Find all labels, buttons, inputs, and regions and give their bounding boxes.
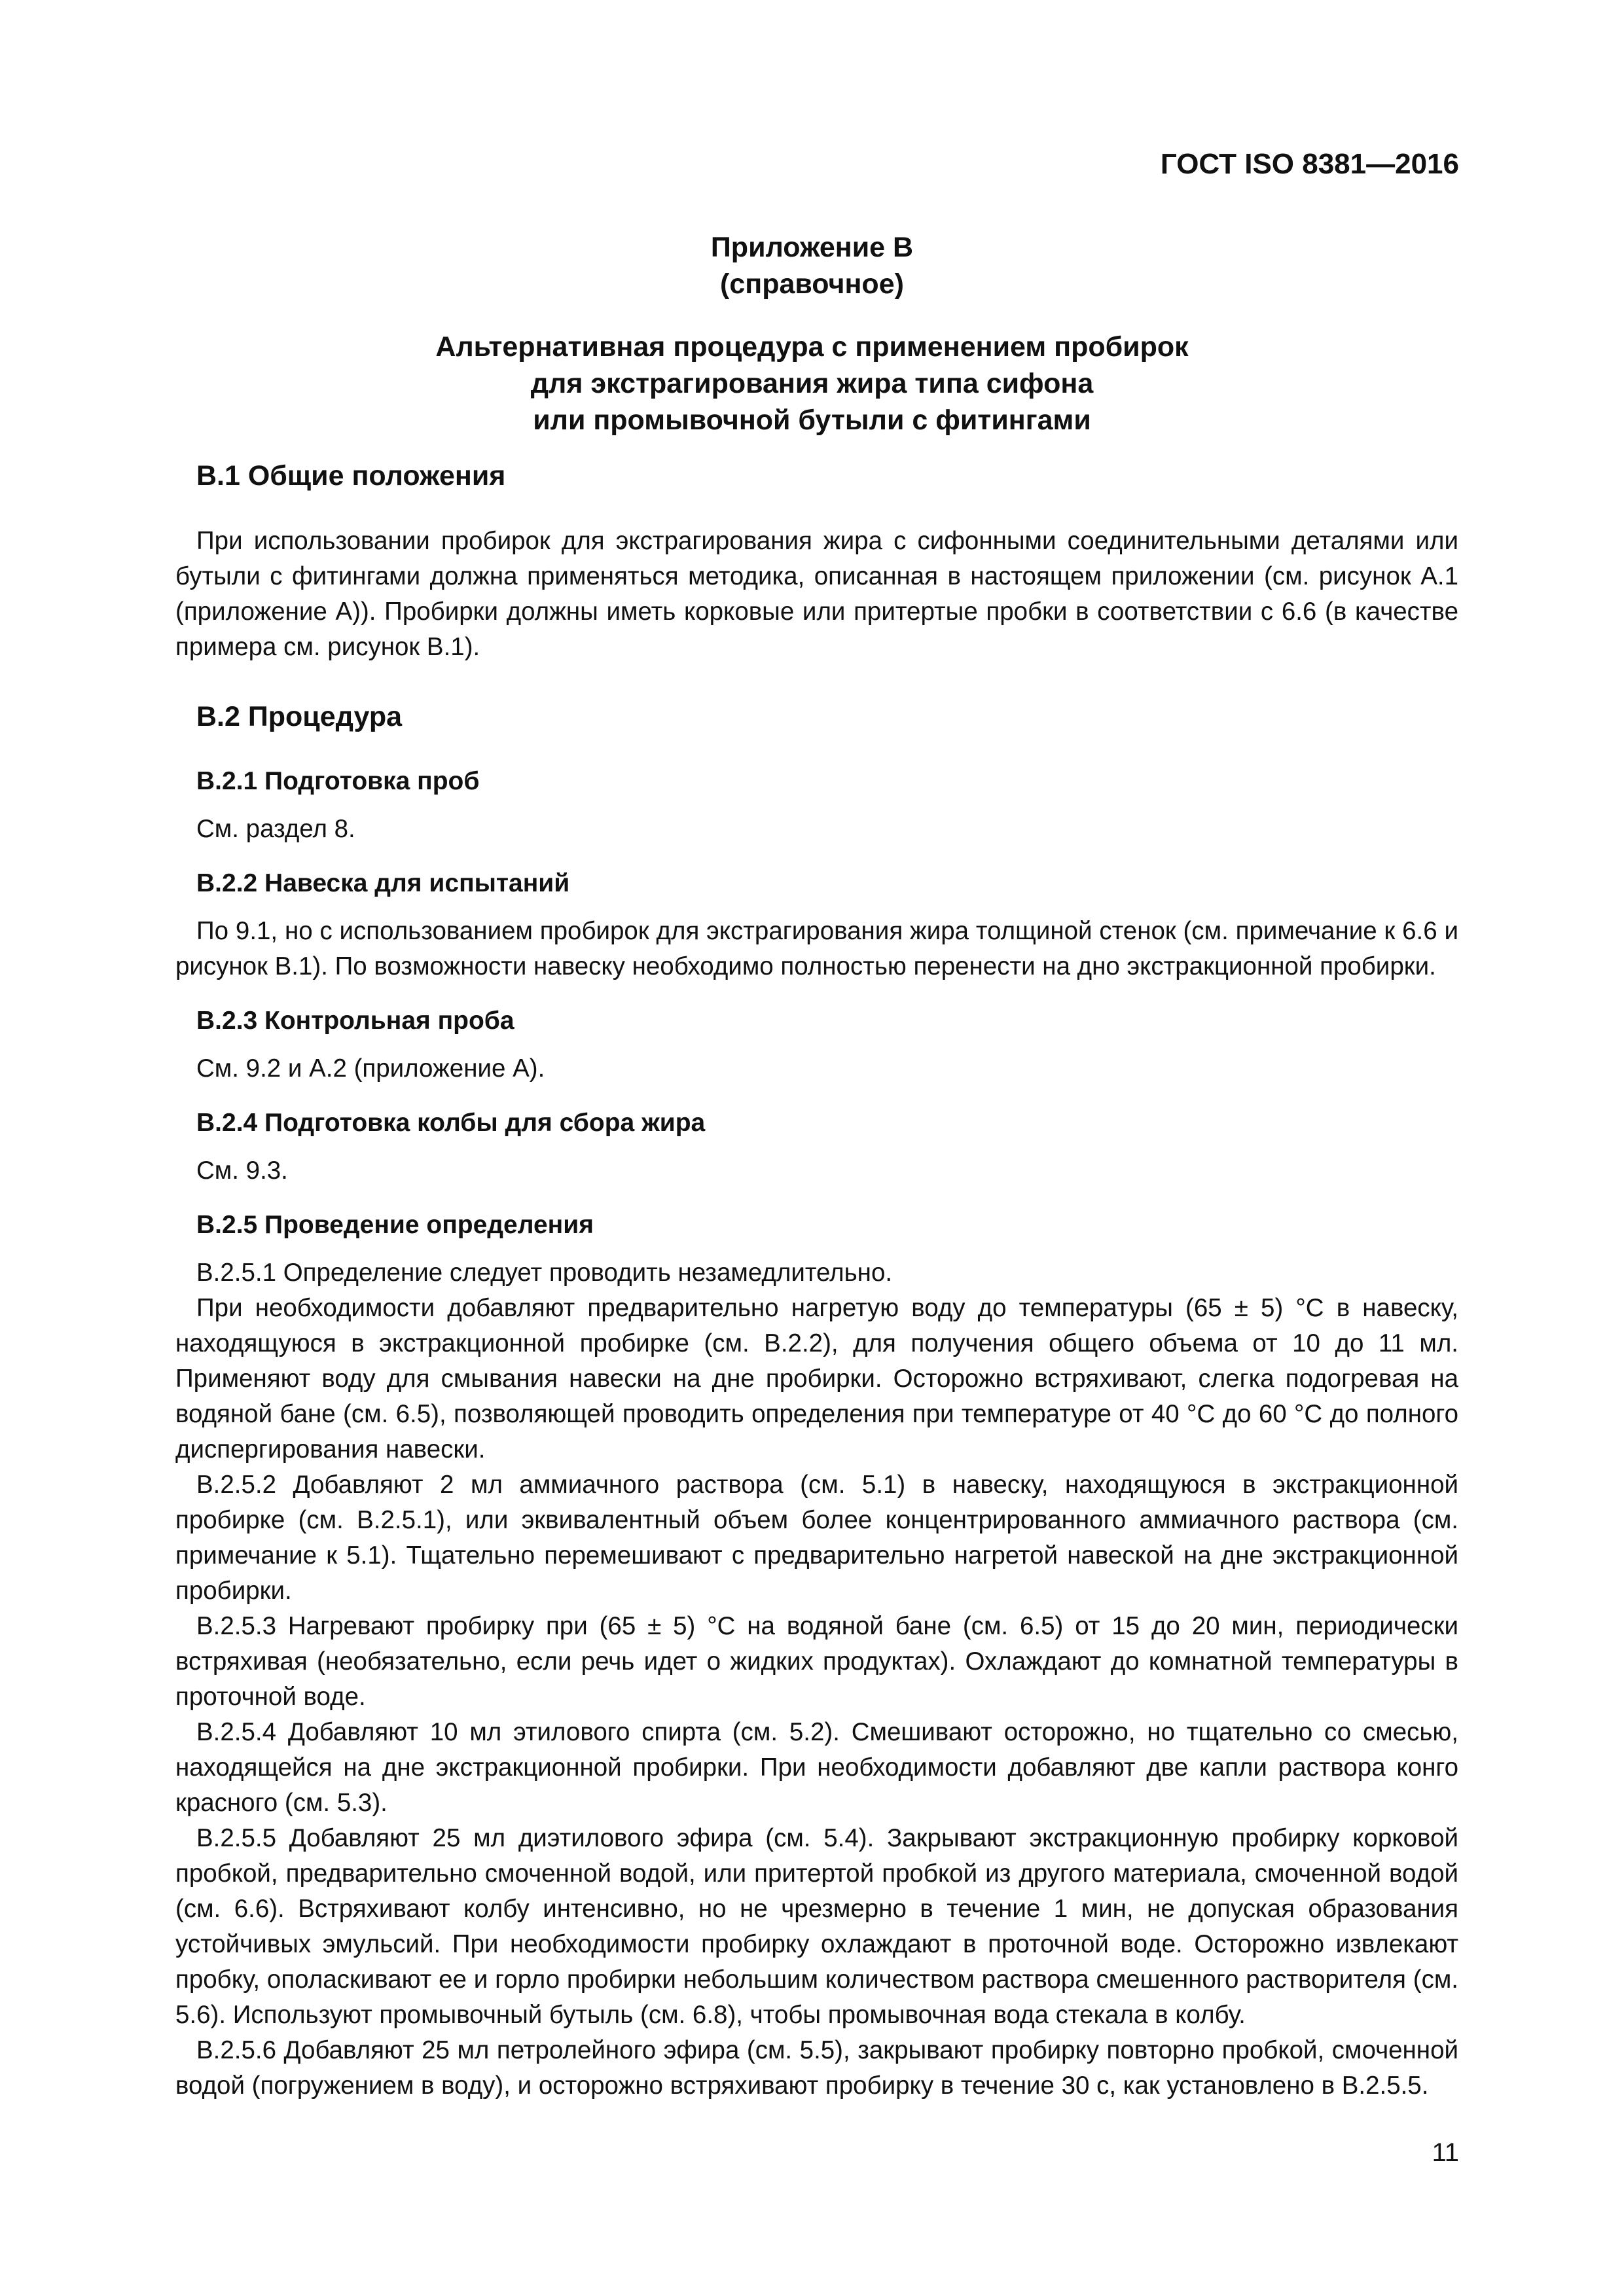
page-number: 11 xyxy=(1432,2138,1459,2167)
section-heading-b1: В.1 Общие положения xyxy=(196,460,506,492)
paragraph-b256: В.2.5.6 Добавляют 25 мл петролейного эфира (см. 5.5), закрывают пробирку повторно пробкой, смоченной водой (погружением в воду), и осторожно встряхивают пробирку в течение 30 с, как установлено в В.2.5.5. xyxy=(175,2036,1458,2100)
paragraph-b254: В.2.5.4 Добавляют 10 мл этилового спирта (см. 5.2). Смешивают осторожно, но тщательно со смесью, находящейся на дне экстракционной пробирки. При необходимости добавляют две капли раствора конго красного (см. 5.3). xyxy=(175,1718,1458,1817)
subsection-heading-b24: В.2.4 Подготовка колбы для сбора жира xyxy=(196,1109,706,1137)
subsection-heading-b23: В.2.3 Контрольная проба xyxy=(196,1007,514,1035)
annex-title: Приложение В xyxy=(710,232,914,263)
document-body xyxy=(175,458,1458,2104)
subsection-heading-b25: В.2.5 Проведение определения xyxy=(196,1211,594,1239)
section-heading-b2: В.2 Процедура xyxy=(196,701,402,732)
annex-type: (справочное) xyxy=(720,268,904,300)
annex-heading-line: для экстрагирования жира типа сифона xyxy=(530,368,1094,399)
subsection-heading-b22: В.2.2 Навеска для испытаний xyxy=(196,869,570,897)
paragraph-b252: В.2.5.2 Добавляют 2 мл аммиачного раствора (см. 5.1) в навеску, находящуюся в экстракционной пробирке (см. В.2.5.1), или эквивалентный объем более концентрированного аммиачного раствора (см. примечание к 5.1). Тщательно перемешивают с предварительно нагретой навеской на дне экстракционной пробирки. xyxy=(175,1471,1458,1605)
annex-label xyxy=(0,229,1624,302)
annex-heading-line: Альтернативная процедура с применением пробирок xyxy=(435,331,1189,363)
paragraph-b251: В.2.5.1 Определение следует проводить незамедлительно. xyxy=(196,1259,893,1287)
paragraph-b251-detail: При необходимости добавляют предварительно нагретую воду до температуры (65 ± 5) °С в навеску, находящуюся в экстракционной пробирке (см. В.2.2), для получения общего объема от 10 до 11 мл. Применяют воду для смывания навески на дне пробирки. Осторожно встряхивают, слегка подогревая на водяной бане (см. 6.5), позволяющей проводить определения при температуре от 40 °С до 60 °С до полного диспергирования навески. xyxy=(175,1294,1458,1463)
subsection-heading-b21: В.2.1 Подготовка проб xyxy=(196,767,480,795)
section-text-b1: При использовании пробирок для экстрагирования жира с сифонными соединительными деталями или бутыли с фитингами должна применяться методика, описанная в настоящем приложении (см. рисунок А.1 (приложение А)). Пробирки должны иметь корковые или притертые пробки в соответствии с 6.6 (в качестве примера см. рисунок В.1). xyxy=(175,527,1458,661)
subsection-text-b24: См. 9.3. xyxy=(196,1157,288,1185)
subsection-text-b23: См. 9.2 и А.2 (приложение А). xyxy=(196,1054,545,1083)
document-code: ГОСТ ISO 8381—2016 xyxy=(1160,148,1459,180)
paragraph-b253: В.2.5.3 Нагревают пробирку при (65 ± 5) °С на водяной бане (см. 6.5) от 15 до 20 мин, периодически встряхивая (необязательно, если речь идет о жидких продуктах). Охлаждают до комнатной температуры в проточной воде. xyxy=(175,1612,1458,1711)
subsection-text-b21: См. раздел 8. xyxy=(196,815,355,843)
paragraph-b255: В.2.5.5 Добавляют 25 мл диэтилового эфира (см. 5.4). Закрывают экстракционную пробирку корковой пробкой, предварительно смоченной водой, или притертой пробкой из другого материала, смоченной водой (см. 6.6). Встряхивают колбу интенсивно, но не чрезмерно в течение 1 мин, не допуская образования устойчивых эмульсий. При необходимости пробирку охлаждают в проточной воде. Осторожно извлекают пробку, ополаскивают ее и горло пробирки небольшим количеством раствора смешенного растворителя (см. 5.6). Используют промывочный бутыль (см. 6.8), чтобы промывочная вода стекала в колбу. xyxy=(175,1824,1458,2029)
annex-heading xyxy=(0,329,1624,439)
subsection-text-b22: По 9.1, но с использованием пробирок для экстрагирования жира толщиной стенок (см. примечание к 6.6 и рисунок В.1). По возможности навеску необходимо полностью перенести на дно экстракционной пробирки. xyxy=(175,917,1458,980)
annex-heading-line: или промывочной бутыли с фитингами xyxy=(533,404,1091,436)
